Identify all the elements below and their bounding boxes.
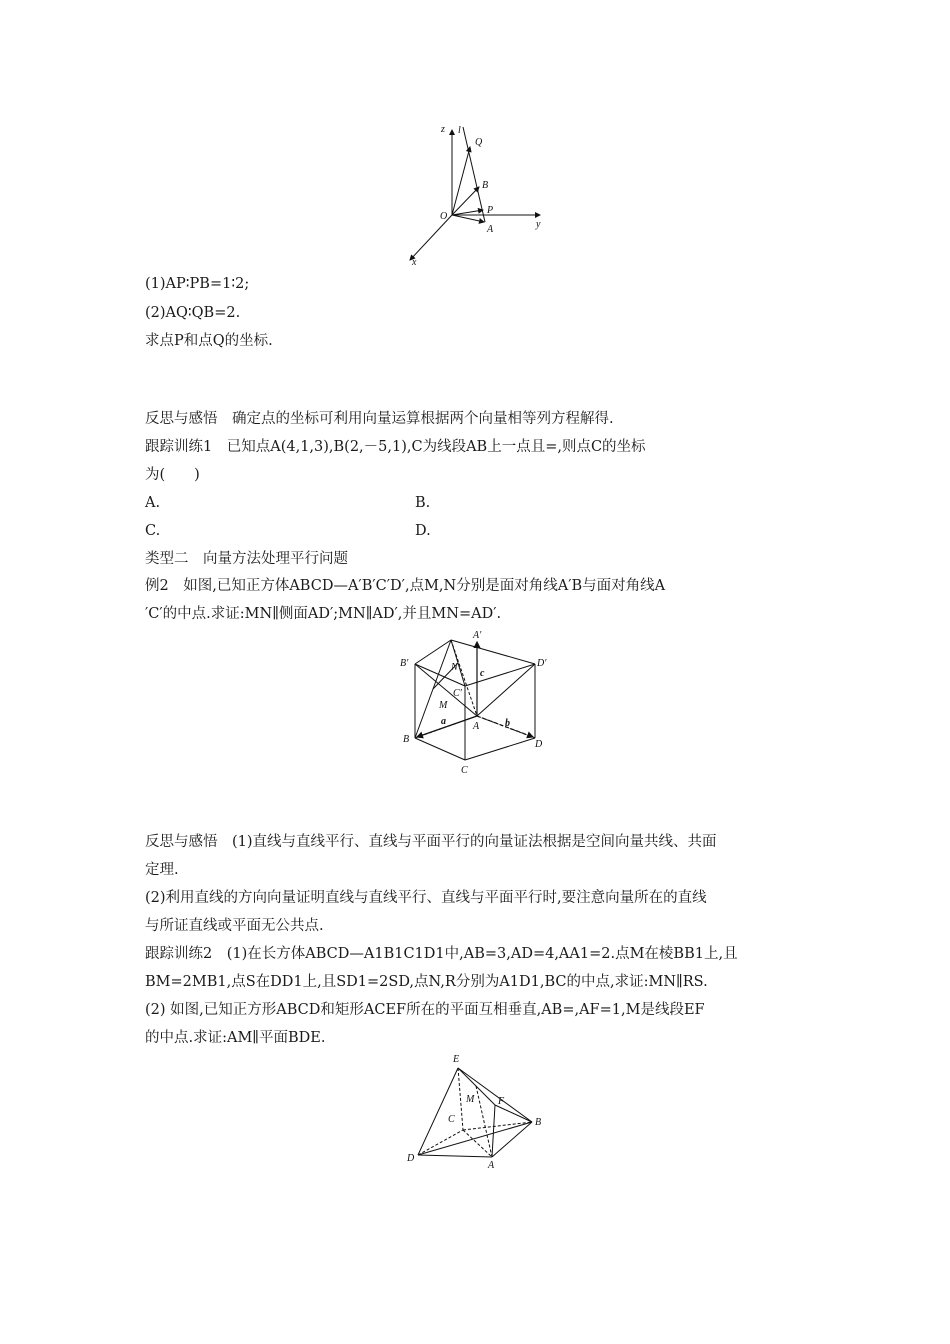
label-n: N	[451, 662, 458, 673]
vector-oa	[452, 215, 484, 222]
question: 求点P和点Q的坐标.	[145, 333, 273, 349]
section-type-2: 类型二 向量方法处理平行问题	[145, 551, 348, 567]
label-z: z	[441, 124, 445, 135]
label-d: D	[407, 1153, 415, 1164]
training-1-line-2: 为( )	[145, 467, 200, 483]
reflection-2-line-4: 与所证直线或平面无公共点.	[145, 918, 324, 934]
label-x: x	[412, 257, 417, 268]
label-y: y	[536, 219, 541, 230]
reflection-2-line-3: (2)利用直线的方向向量证明直线与直线平行、直线与平面平行时,要注意向量所在的直线	[145, 890, 707, 906]
option-c: C.	[145, 523, 161, 539]
example-2-line-2: ′C′的中点.求证:MN∥侧面AD′;MN∥AD′,并且MN=AD′.	[145, 606, 502, 622]
label-c: C	[448, 1114, 455, 1125]
label-b: B	[482, 180, 489, 191]
label-c: C	[461, 765, 468, 776]
label-a: A	[473, 721, 480, 732]
label-m: M	[466, 1094, 475, 1105]
label-d-prime: D′	[537, 658, 547, 669]
condition-2: (2)AQ∶QB=2.	[145, 305, 241, 321]
label-p: P	[487, 205, 494, 216]
condition-1: (1)AP∶PB=1∶2;	[145, 276, 250, 292]
training-1-line-1: 跟踪训练1 已知点A(4,1,3),B(2,－5,1),C为线段AB上一点且=,则点C的坐标	[145, 439, 646, 455]
training-2-line-4: 的中点.求证:AM∥平面BDE.	[145, 1030, 326, 1046]
training-2-line-2: BM=2MB1,点S在DD1上,且SD1=2SD,点N,R分别为A1D1,BC的中点,求证:MN∥RS.	[145, 974, 708, 990]
option-a: A.	[145, 495, 161, 511]
label-b: B	[403, 734, 410, 745]
coordinate-figure	[400, 115, 560, 270]
label-q: Q	[475, 137, 483, 148]
label-b-prime: B′	[400, 658, 409, 669]
training-2-line-1: 跟踪训练2 (1)在长方体ABCD—A1B1C1D1中,AB=3,AD=4,AA1=2.点M在棱BB1上,且	[145, 946, 738, 962]
label-a-vector: a	[441, 716, 446, 727]
option-b: B.	[415, 495, 431, 511]
label-c-vector: c	[480, 668, 485, 679]
label-b: B	[535, 1117, 542, 1128]
label-a-prime: A′	[473, 630, 482, 641]
vector-oq	[452, 147, 470, 215]
label-e: E	[453, 1054, 460, 1065]
label-b-vector: b	[505, 718, 510, 729]
cube-figure	[395, 628, 555, 780]
option-d: D.	[415, 523, 431, 539]
label-c-prime: C′	[453, 688, 462, 699]
reflection-1: 反思与感悟 确定点的坐标可利用向量运算根据两个向量相等列方程解得.	[145, 411, 614, 427]
training-2-line-3: (2) 如图,已知正方形ABCD和矩形ACEF所在的平面互相垂直,AB=,AF=1,M是线段EF	[145, 1002, 705, 1018]
example-2-line-1: 例2 如图,已知正方体ABCD—A′B′C′D′,点M,N分别是面对角线A′B与面对角线A	[145, 578, 666, 594]
label-a: A	[487, 224, 494, 235]
square-rectangle-figure	[400, 1050, 560, 1175]
label-o: O	[440, 211, 448, 222]
reflection-2-line-2: 定理.	[145, 862, 179, 878]
reflection-2-line-1: 反思与感悟 (1)直线与直线平行、直线与平面平行的向量证法根据是空间向量共线、共面	[145, 834, 717, 850]
label-m: M	[439, 700, 448, 711]
label-d: D	[535, 739, 543, 750]
label-f: F	[498, 1096, 505, 1107]
label-a: A	[488, 1160, 495, 1171]
label-l: l	[458, 125, 461, 136]
